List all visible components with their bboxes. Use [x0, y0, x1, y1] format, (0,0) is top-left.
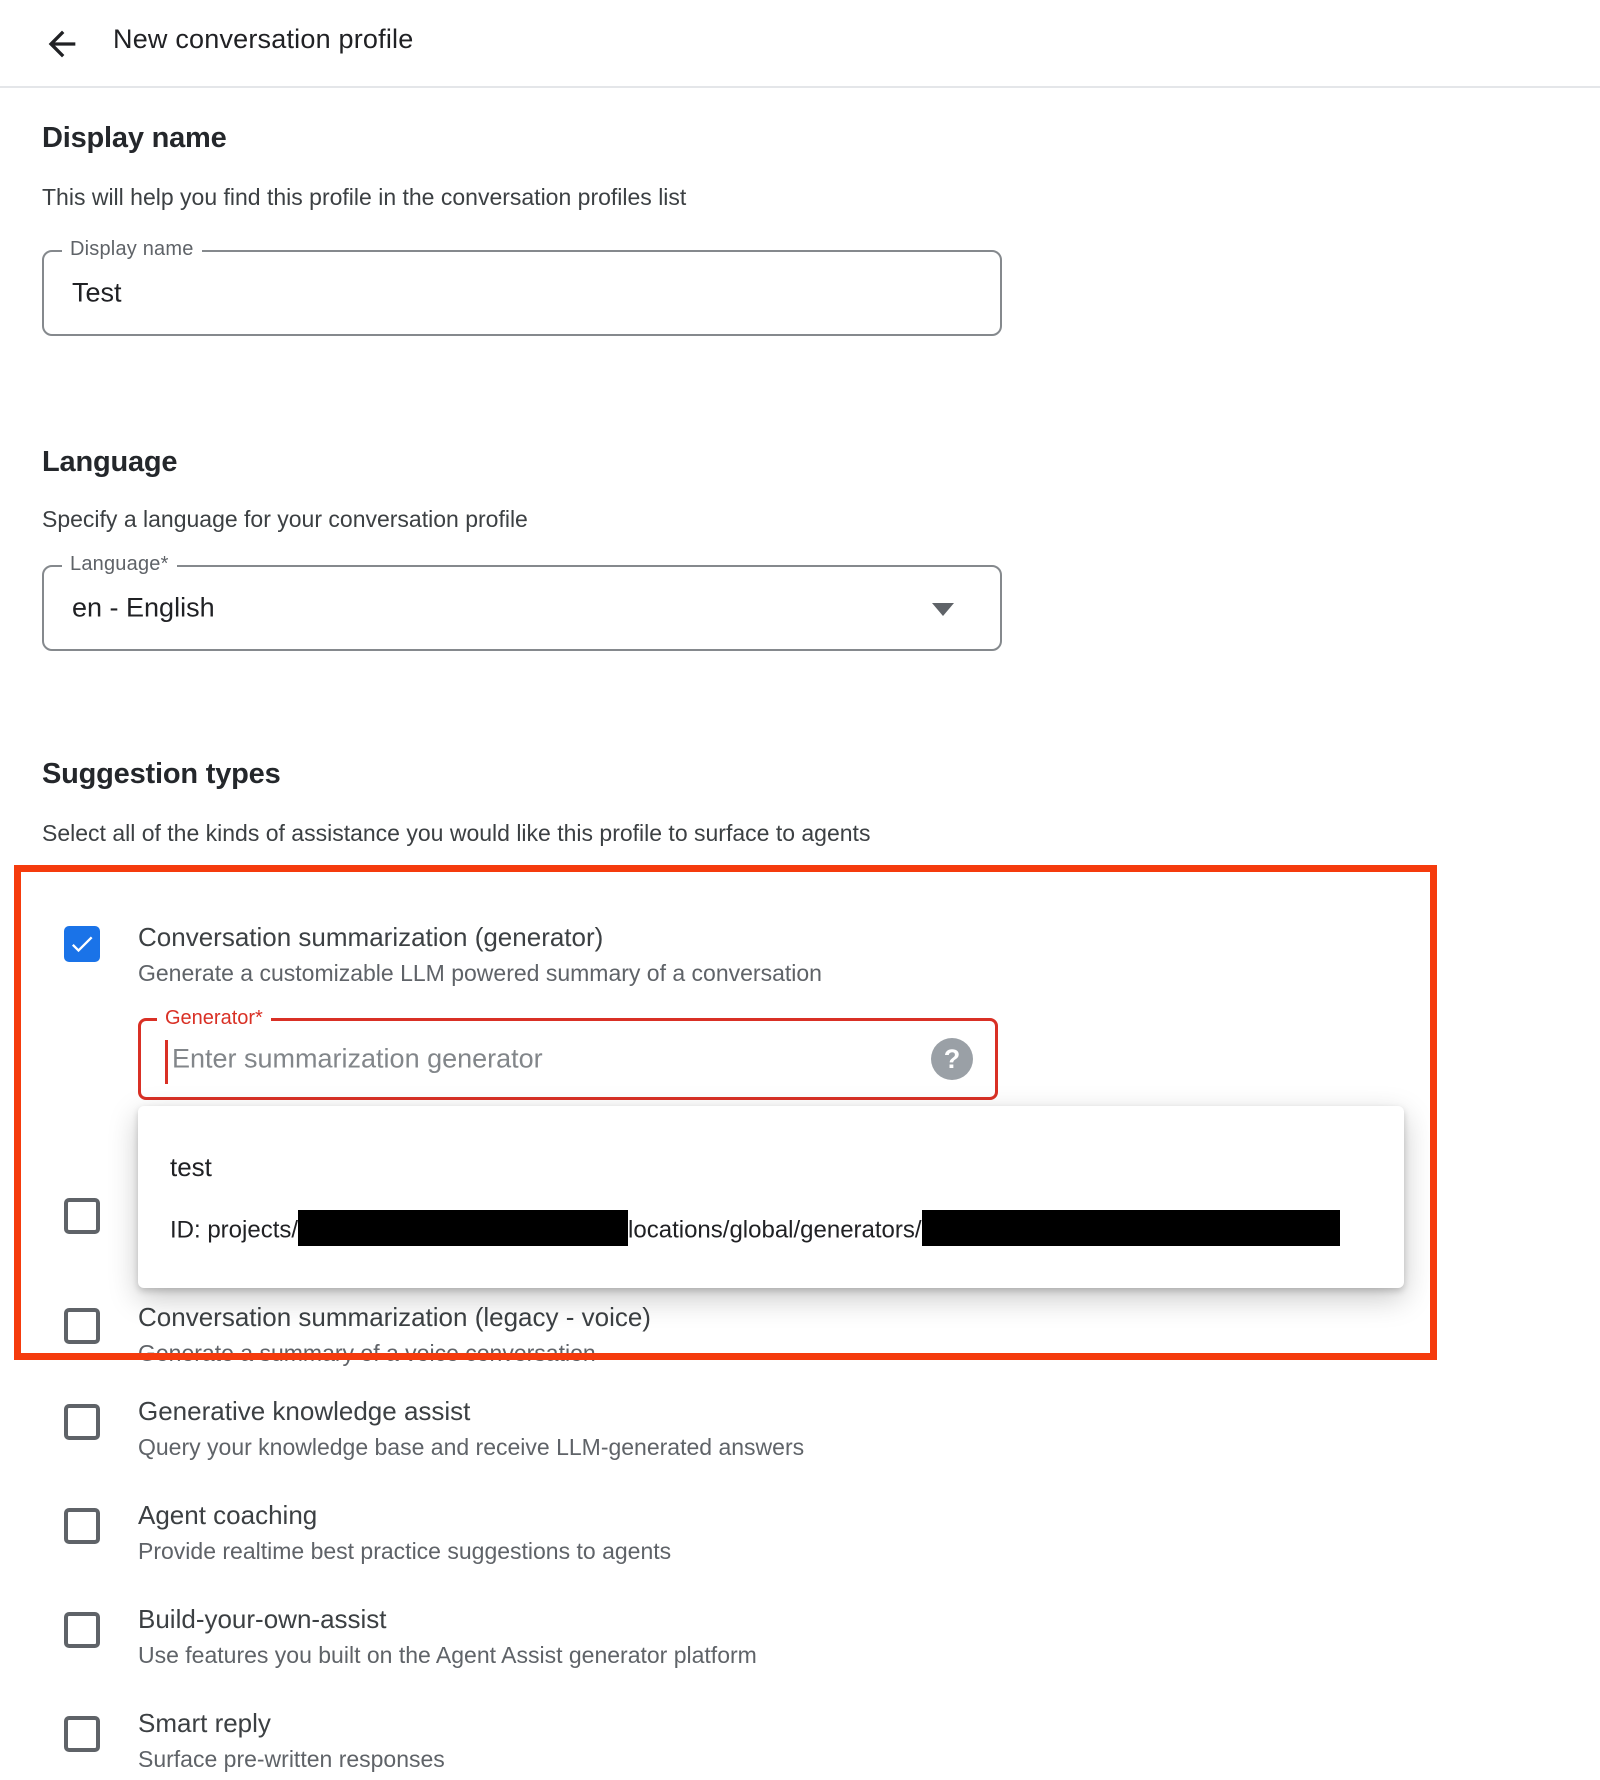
redaction-bar [298, 1210, 628, 1246]
suggestion-description: Use features you built on the Agent Assist generator platform [138, 1642, 757, 1668]
checkbox-conversation-summarization-legacy-voice[interactable] [64, 1308, 100, 1344]
dropdown-arrow-icon [932, 603, 954, 616]
back-button[interactable] [36, 18, 88, 70]
display-name-field-label: Display name [62, 238, 202, 261]
suggestion-description: Surface pre-written responses [138, 1746, 445, 1772]
suggestion-types-description: Select all of the kinds of assistance you would like this profile to surface to agents [42, 820, 871, 846]
suggestion-label: Conversation summarization (legacy - voice) [138, 1302, 651, 1332]
suggestion-description: Generate a summary of a voice conversation [138, 1340, 596, 1366]
generator-input-placeholder: Enter summarization generator [172, 1043, 543, 1074]
checkbox-smart-reply[interactable] [64, 1716, 100, 1752]
display-name-field[interactable] [42, 238, 1002, 336]
generator-option-name: test [170, 1152, 212, 1182]
generator-input-label: Generator* [157, 1007, 271, 1030]
text-cursor [165, 1040, 168, 1084]
help-icon[interactable]: ? [931, 1038, 973, 1080]
checkbox-agent-coaching[interactable] [64, 1508, 100, 1544]
suggestion-label: Conversation summarization (generator) [138, 922, 604, 952]
suggestion-label: Generative knowledge assist [138, 1396, 471, 1426]
generator-suggestion-panel [138, 1106, 1404, 1288]
suggestion-description: Query your knowledge base and receive LLM-generated answers [138, 1434, 805, 1460]
suggestion-label: Build-your-own-assist [138, 1604, 387, 1634]
generator-option-id [170, 1216, 1340, 1246]
generator-option-id-middle: locations/global/generators/ [628, 1216, 922, 1244]
language-select-value: en - English [72, 592, 215, 623]
checkbox-conversation-summarization-generator[interactable] [64, 926, 100, 962]
suggestion-label: Smart reply [138, 1708, 271, 1738]
check-icon [68, 930, 96, 958]
generator-option-id-prefix: ID: projects/ [170, 1216, 299, 1244]
checkbox-generative-knowledge-assist[interactable] [64, 1404, 100, 1440]
suggestion-description: Provide realtime best practice suggestions to agents [138, 1538, 672, 1564]
checkbox-conversation-summarization-legacy[interactable] [64, 1198, 100, 1234]
language-select-label: Language* [62, 553, 177, 576]
display-name-description: This will help you find this profile in the conversation profiles list [42, 184, 687, 210]
suggestion-types-heading: Suggestion types [42, 758, 281, 790]
generator-input[interactable] [138, 1007, 998, 1100]
suggestion-description: Generate a customizable LLM powered summary of a conversation [138, 960, 822, 986]
suggestion-label: Agent coaching [138, 1500, 318, 1530]
redaction-bar [922, 1210, 1340, 1246]
display-name-field-value: Test [72, 277, 122, 308]
language-heading: Language [42, 446, 178, 478]
display-name-heading: Display name [42, 122, 227, 154]
language-select[interactable] [42, 553, 1002, 651]
language-description: Specify a language for your conversation profile [42, 506, 528, 532]
checkbox-build-your-own-assist[interactable] [64, 1612, 100, 1648]
arrow-back-icon [36, 24, 88, 64]
header-bar [0, 0, 1600, 88]
page-title: New conversation profile [113, 24, 414, 54]
